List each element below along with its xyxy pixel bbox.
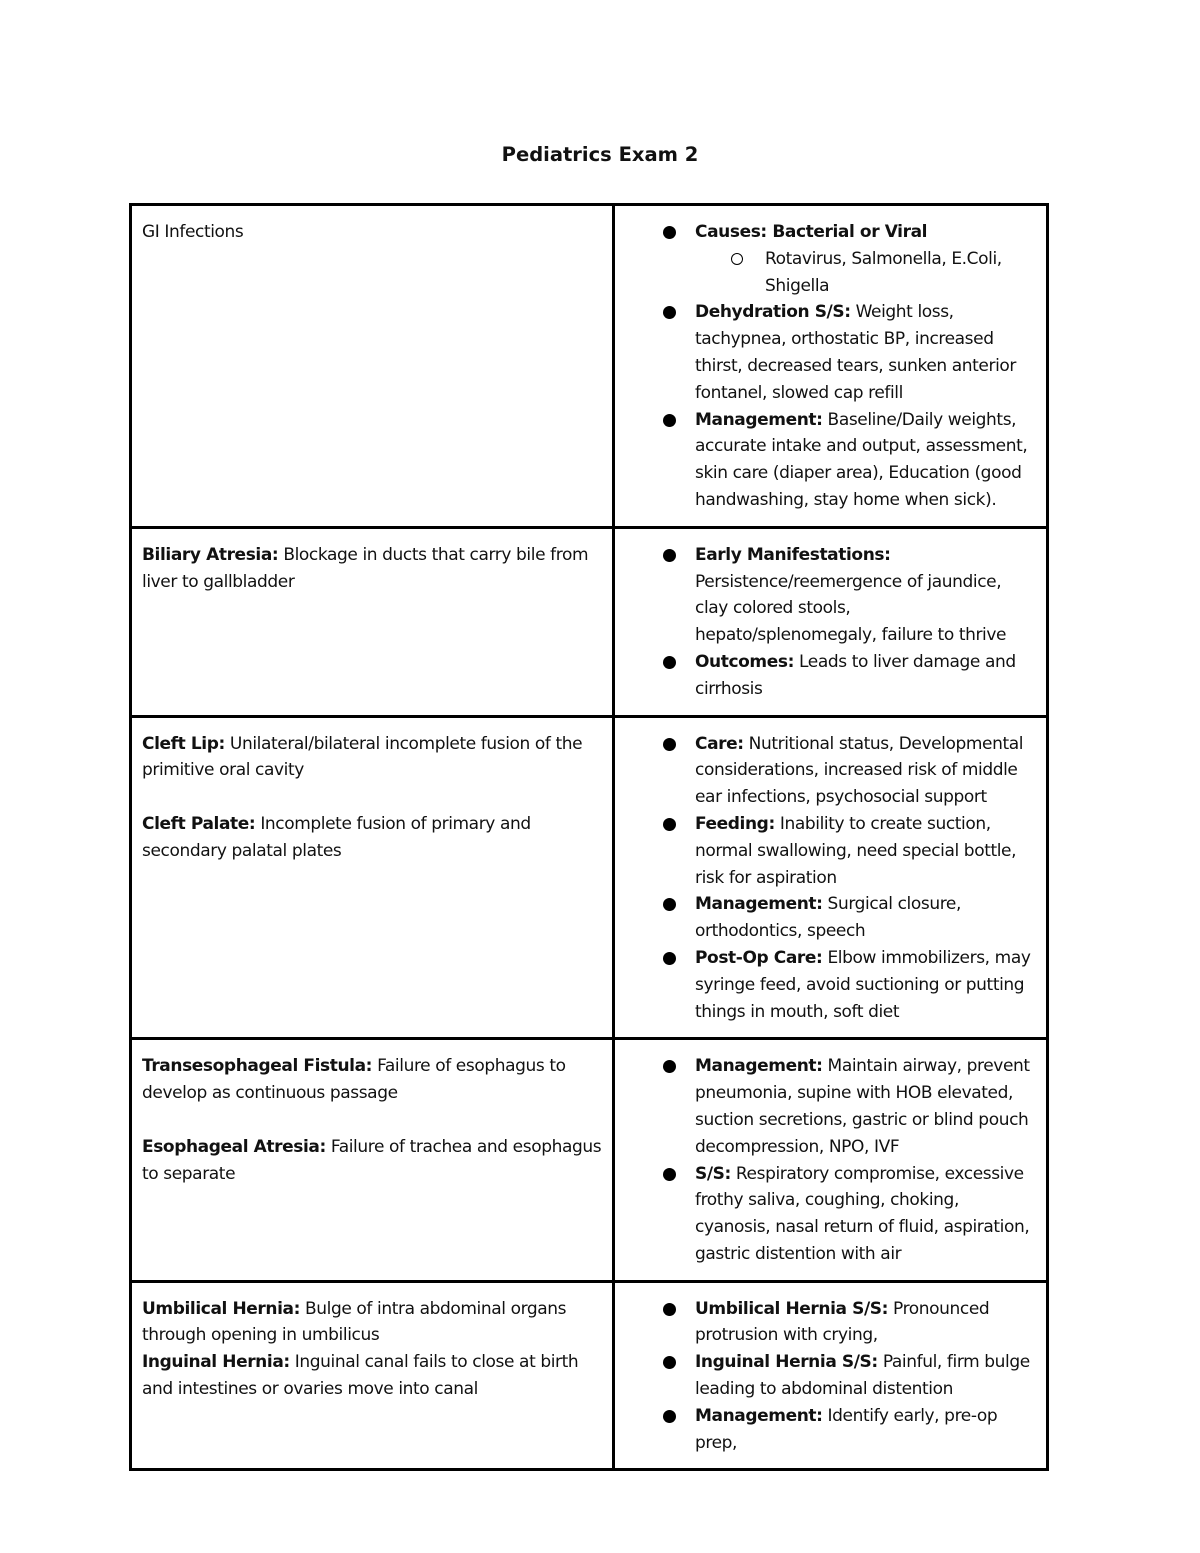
detail-list — [625, 731, 1036, 1026]
detail-text: Baseline/Daily weights, accurate intake and output, assessment, skin care (diaper area), Education (good handwashing, stay home when sick). — [695, 409, 1028, 510]
topic-cell — [131, 1281, 614, 1470]
detail-label: Management: — [695, 1056, 823, 1077]
detail-text: Identify early, pre-op prep, — [695, 1405, 998, 1453]
sub-detail-item: Rotavirus, Salmonella, E.Coli, Shigella — [765, 246, 1036, 300]
details-cell — [614, 527, 1048, 716]
topic-text: Inguinal canal fails to close at birth and intestines or ovaries move into canal — [142, 1352, 579, 1400]
detail-text: Weight loss, tachypnea, orthostatic BP, increased thirst, decreased tears, sunken anterior fontanel, slowed cap refill — [695, 302, 1016, 403]
details-cell — [614, 1039, 1048, 1281]
topic-cell — [131, 205, 614, 528]
detail-item — [695, 1349, 1036, 1403]
detail-text: Inability to create suction, normal swallowing, need special bottle, risk for aspiration — [695, 813, 1017, 888]
detail-item — [695, 891, 1036, 945]
detail-label: Umbilical Hernia S/S: — [695, 1298, 889, 1319]
topic-text: Bulge of intra abdominal organs through opening in umbilicus — [142, 1298, 567, 1346]
details-cell — [614, 1281, 1048, 1470]
detail-text: Nutritional status, Developmental considerations, increased risk of middle ear infections, psychosocial support — [695, 733, 1024, 808]
detail-label: S/S: — [695, 1163, 731, 1184]
topic-entry — [142, 1134, 602, 1188]
topic-entry — [142, 731, 602, 785]
topic-entry — [142, 219, 602, 246]
detail-text: Maintain airway, prevent pneumonia, supine with HOB elevated, suction secretions, gastric or blind pouch decompression, NPO, IVF — [695, 1056, 1030, 1157]
topic-term: Biliary Atresia: — [142, 544, 279, 565]
topic-text: Failure of trachea and esophagus to separate — [142, 1136, 602, 1184]
detail-list — [625, 219, 1036, 514]
detail-list — [625, 542, 1036, 703]
detail-text: Respiratory compromise, excessive frothy saliva, coughing, choking, cyanosis, nasal return of fluid, aspiration, gastric distention with air — [695, 1163, 1030, 1264]
topic-term: Esophageal Atresia: — [142, 1136, 326, 1157]
topic-term: Cleft Lip: — [142, 733, 225, 754]
detail-item — [695, 1403, 1036, 1457]
table-row — [131, 527, 1048, 716]
detail-item — [695, 1296, 1036, 1350]
table-row — [131, 205, 1048, 528]
details-cell — [614, 205, 1048, 528]
detail-text: Leads to liver damage and cirrhosis — [695, 651, 1016, 699]
topic-entry — [142, 1053, 602, 1107]
detail-text: Painful, firm bulge leading to abdominal distention — [695, 1352, 1030, 1400]
detail-item — [695, 1053, 1036, 1160]
topic-term: Cleft Palate: — [142, 813, 256, 834]
topic-text: Unilateral/bilateral incomplete fusion of the primitive oral cavity — [142, 733, 583, 781]
topic-text: Blockage in ducts that carry bile from liver to gallbladder — [142, 544, 589, 592]
topic-term: Inguinal Hernia: — [142, 1352, 290, 1373]
detail-label: Management: — [695, 409, 823, 430]
detail-item — [695, 731, 1036, 811]
detail-label: Causes: Bacterial or Viral — [695, 222, 928, 242]
topic-term: Umbilical Hernia: — [142, 1298, 301, 1319]
topic-text: Failure of esophagus to develop as continuous passage — [142, 1056, 566, 1104]
detail-label: Management: — [695, 894, 823, 915]
topic-text: Incomplete fusion of primary and secondary palatal plates — [142, 813, 531, 861]
detail-item — [695, 649, 1036, 703]
detail-item — [695, 945, 1036, 1025]
topic-cell — [131, 716, 614, 1039]
detail-item — [695, 811, 1036, 891]
detail-label: Outcomes: — [695, 651, 794, 672]
details-cell — [614, 716, 1048, 1039]
topic-entry — [142, 542, 602, 596]
detail-item — [695, 219, 1036, 299]
detail-label: Post-Op Care: — [695, 947, 823, 968]
detail-item — [695, 299, 1036, 406]
detail-text: Surgical closure, orthodontics, speech — [695, 894, 961, 942]
detail-label: Management: — [695, 1405, 823, 1426]
topic-cell — [131, 1039, 614, 1281]
detail-label: Dehydration S/S: — [695, 302, 851, 323]
topic-cell — [131, 527, 614, 716]
detail-list — [625, 1053, 1036, 1267]
detail-text: Persistence/reemergence of jaundice, clay colored stools, hepato/splenomegaly, failure to thrive — [695, 571, 1007, 646]
table-row — [131, 1039, 1048, 1281]
page-title: Pediatrics Exam 2 — [501, 143, 699, 166]
topic-entry — [142, 811, 602, 865]
detail-label: Inguinal Hernia S/S: — [695, 1352, 878, 1373]
topic-entry — [142, 1349, 602, 1403]
detail-text: Elbow immobilizers, may syringe feed, avoid suctioning or putting things in mouth, soft diet — [695, 947, 1031, 1022]
detail-text: Pronounced protrusion with crying, — [695, 1298, 990, 1346]
topic-text: GI Infections — [142, 222, 244, 242]
detail-label: Feeding: — [695, 813, 775, 834]
detail-list — [625, 1296, 1036, 1457]
topic-entry — [142, 1296, 602, 1350]
detail-item — [695, 1161, 1036, 1268]
detail-label: Early Manifestations: — [695, 544, 891, 565]
sub-detail-list — [695, 246, 1036, 300]
table-row — [131, 1281, 1048, 1470]
table-row — [131, 716, 1048, 1039]
detail-item — [695, 407, 1036, 514]
topic-term: Transesophageal Fistula: — [142, 1056, 373, 1077]
notes-table — [129, 203, 1049, 1471]
detail-label: Care: — [695, 733, 744, 754]
detail-item — [695, 542, 1036, 649]
